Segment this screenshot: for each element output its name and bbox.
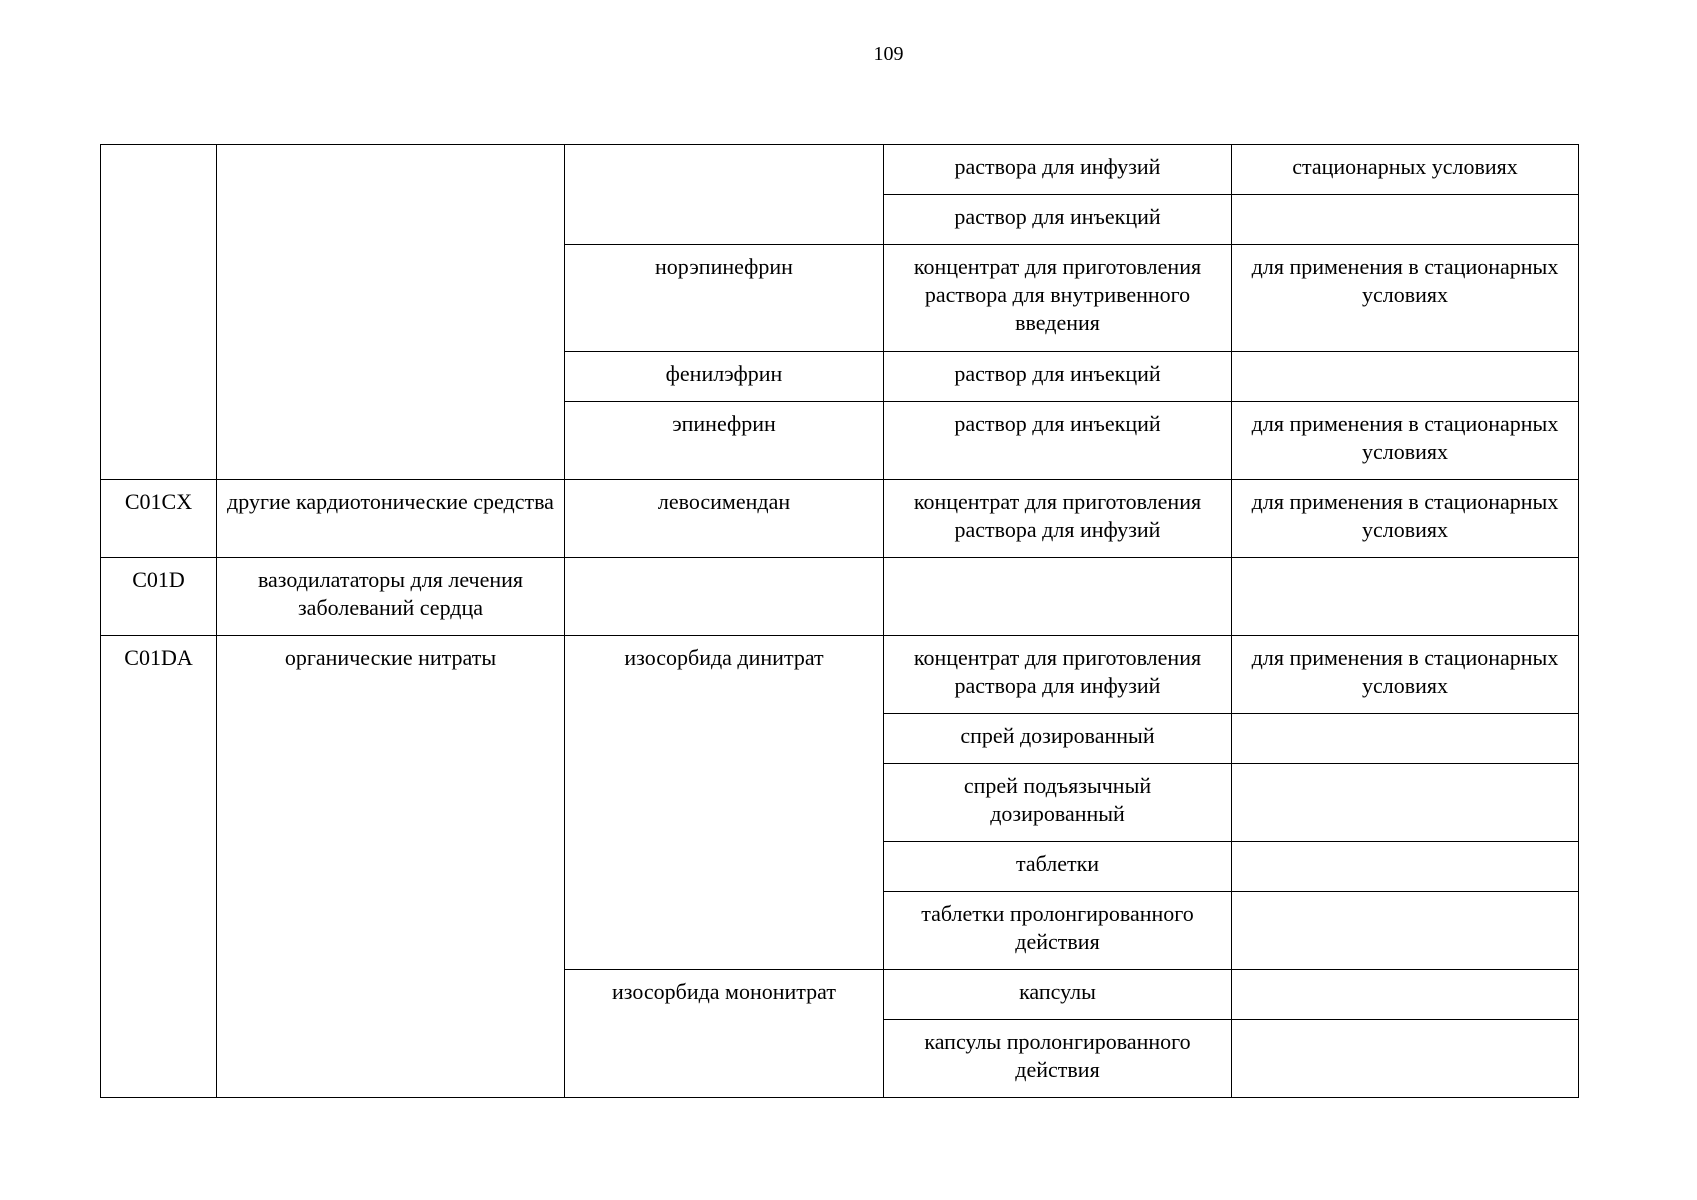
code-cell: C01CX: [101, 480, 217, 558]
table-row: [101, 145, 1579, 195]
condition-cell: для применения в стационарных условиях: [1232, 245, 1579, 352]
dosage-form-cell: раствор для инъекций: [884, 352, 1232, 402]
condition-cell: стационарных условиях: [1232, 145, 1579, 195]
table-row: [101, 480, 1579, 558]
condition-cell: [1232, 970, 1579, 1020]
dosage-form-cell: концентрат для приготовления раствора для внутривенного введения: [884, 245, 1232, 352]
drug-name-cell: левосимендан: [565, 480, 884, 558]
dosage-form-cell: концентрат для приготовления раствора для инфузий: [884, 636, 1232, 714]
drug-name-cell: [565, 558, 884, 636]
dosage-form-cell: спрей дозированный: [884, 714, 1232, 764]
drug-name-cell: изосорбида мононитрат: [565, 970, 884, 1098]
dosage-form-cell: спрей подъязычный дозированный: [884, 764, 1232, 842]
condition-cell: [1232, 842, 1579, 892]
condition-cell: для применения в стационарных условиях: [1232, 402, 1579, 480]
condition-cell: [1232, 558, 1579, 636]
condition-cell: [1232, 714, 1579, 764]
condition-cell: для применения в стационарных условиях: [1232, 480, 1579, 558]
dosage-form-cell: раствора для инфузий: [884, 145, 1232, 195]
dosage-form-cell: капсулы пролонгированного действия: [884, 1020, 1232, 1098]
dosage-form-cell: [884, 558, 1232, 636]
dosage-form-cell: концентрат для приготовления раствора для инфузий: [884, 480, 1232, 558]
drug-name-cell: изосорбида динитрат: [565, 636, 884, 970]
group-cell: вазодилататоры для лечения заболеваний сердца: [217, 558, 565, 636]
drug-name-cell: норэпинефрин: [565, 245, 884, 352]
drug-name-cell: [565, 145, 884, 245]
code-cell: [101, 145, 217, 480]
drug-name-cell: эпинефрин: [565, 402, 884, 480]
code-cell: C01D: [101, 558, 217, 636]
dosage-form-cell: раствор для инъекций: [884, 402, 1232, 480]
condition-cell: [1232, 764, 1579, 842]
table-row: [101, 558, 1579, 636]
condition-cell: для применения в стационарных условиях: [1232, 636, 1579, 714]
drug-name-cell: фенилэфрин: [565, 352, 884, 402]
table-row: [101, 636, 1579, 714]
condition-cell: [1232, 892, 1579, 970]
group-cell: другие кардиотонические средства: [217, 480, 565, 558]
code-cell: C01DA: [101, 636, 217, 1098]
drug-table: [100, 144, 1579, 1098]
page-number: 109: [873, 43, 904, 65]
dosage-form-cell: раствор для инъекций: [884, 195, 1232, 245]
dosage-form-cell: таблетки пролонгированного действия: [884, 892, 1232, 970]
condition-cell: [1232, 195, 1579, 245]
group-cell: [217, 145, 565, 480]
condition-cell: [1232, 1020, 1579, 1098]
dosage-form-cell: капсулы: [884, 970, 1232, 1020]
condition-cell: [1232, 352, 1579, 402]
group-cell: органические нитраты: [217, 636, 565, 1098]
dosage-form-cell: таблетки: [884, 842, 1232, 892]
